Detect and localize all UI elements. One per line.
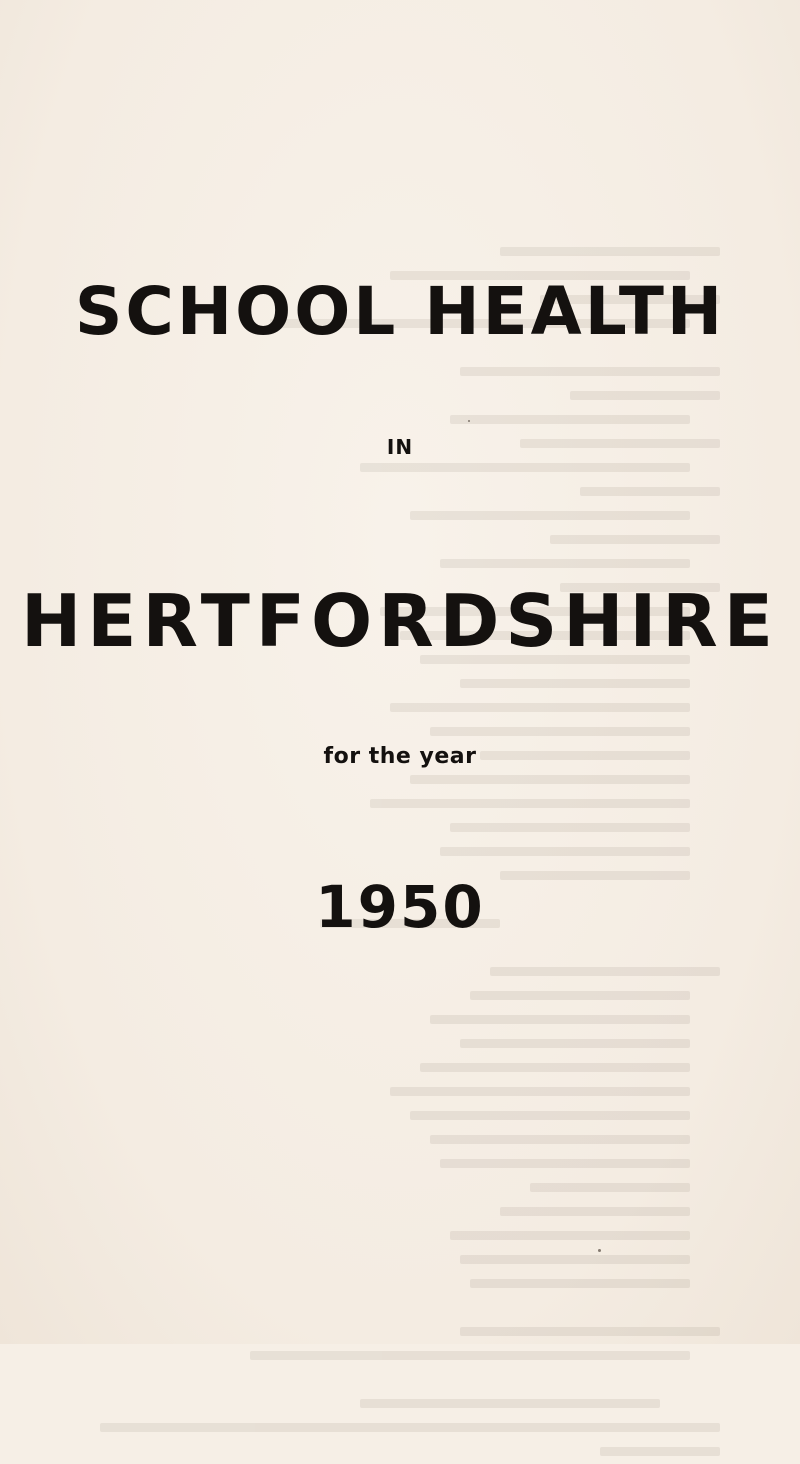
title-conjunction: IN	[386, 435, 414, 459]
title-line-hertfordshire: HERTFORDSHIRE	[21, 579, 779, 663]
paper-speck	[598, 1249, 601, 1252]
paper-speck	[468, 420, 470, 422]
report-year: 1950	[315, 873, 485, 941]
title-line-school-health: SCHOOL HEALTH	[74, 273, 726, 350]
for-the-year-label: for the year	[323, 744, 477, 769]
ghost-text-lines	[80, 240, 720, 1464]
